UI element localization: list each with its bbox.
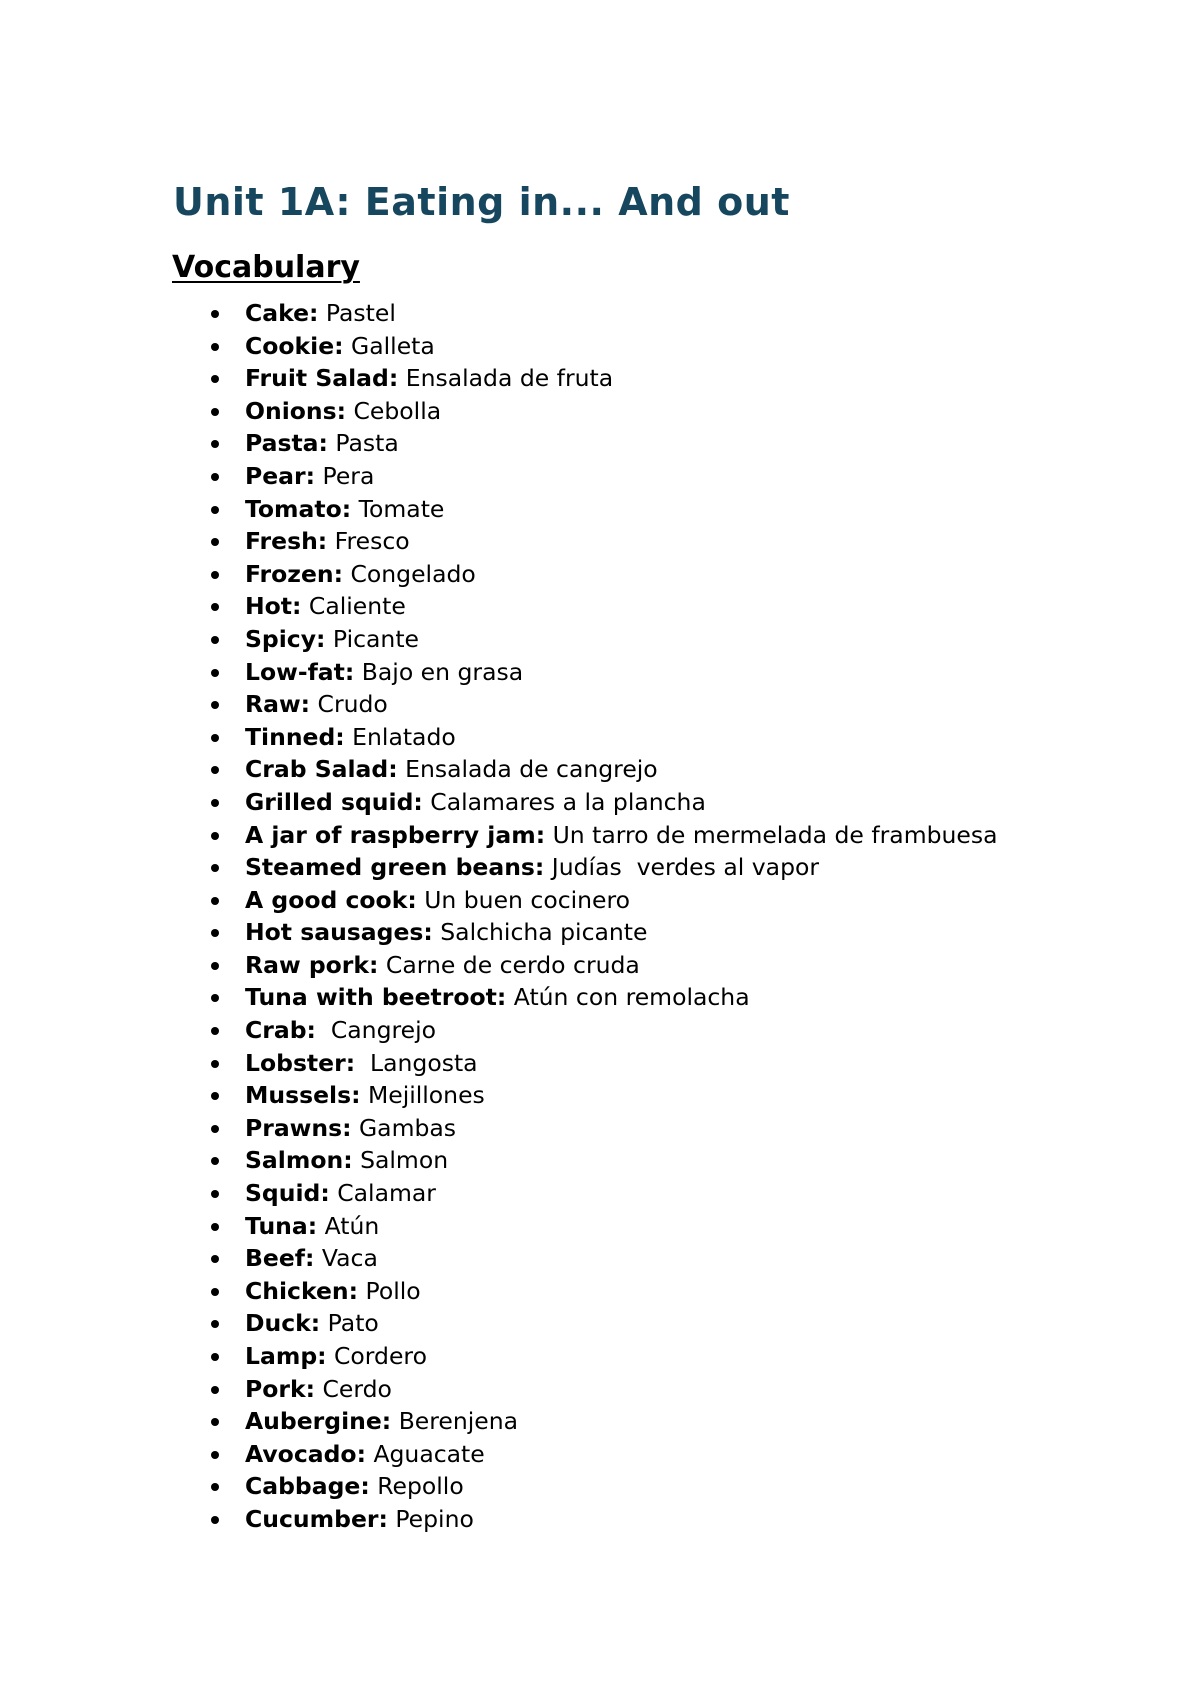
- list-item: [0, 1275, 1200, 1308]
- vocab-term: A good cook:: [245, 885, 417, 914]
- vocab-term: Pork:: [245, 1374, 315, 1403]
- bullet-icon: [211, 343, 219, 351]
- vocab-translation: Crudo: [310, 690, 388, 719]
- bullet-icon: [211, 1288, 219, 1296]
- vocab-translation: Salmon: [352, 1146, 449, 1175]
- bullet-icon: [211, 603, 219, 611]
- vocab-translation: Aguacate: [365, 1439, 485, 1468]
- bullet-icon: [211, 1320, 219, 1328]
- bullet-icon: [211, 440, 219, 448]
- list-item: [0, 1144, 1200, 1177]
- list-item: [0, 1047, 1200, 1080]
- list-item: [0, 721, 1200, 754]
- list-item: [0, 362, 1200, 395]
- list-item: [0, 558, 1200, 591]
- list-item: [0, 1014, 1200, 1047]
- vocab-term: Squid:: [245, 1179, 330, 1208]
- bullet-icon: [211, 929, 219, 937]
- vocab-term: Grilled squid:: [245, 787, 423, 816]
- list-item: [0, 297, 1200, 330]
- list-item: [0, 1177, 1200, 1210]
- bullet-icon: [211, 734, 219, 742]
- list-item: [0, 884, 1200, 917]
- vocab-translation: Cordero: [326, 1342, 427, 1370]
- vocab-translation: Atún: [317, 1211, 380, 1240]
- vocab-translation: Gambas: [351, 1113, 457, 1142]
- bullet-icon: [211, 1386, 219, 1394]
- list-item: [0, 1210, 1200, 1243]
- vocab-term: Steamed green beans:: [245, 853, 545, 882]
- vocab-term: Onions:: [245, 396, 347, 425]
- list-item: [0, 590, 1200, 623]
- list-item: [0, 786, 1200, 819]
- bullet-icon: [211, 669, 219, 677]
- vocab-translation: Pasta: [327, 429, 399, 458]
- vocab-translation: Pepino: [387, 1504, 474, 1533]
- bullet-icon: [211, 1092, 219, 1100]
- vocab-translation: Pato: [320, 1309, 379, 1338]
- bullet-icon: [211, 962, 219, 970]
- vocab-term: Raw:: [245, 690, 311, 719]
- vocab-term: Crab Salad:: [245, 755, 398, 784]
- vocab-term: Beef:: [245, 1244, 315, 1273]
- vocab-translation: Pera: [315, 461, 375, 490]
- bullet-icon: [211, 1451, 219, 1459]
- vocab-translation: Berenjena: [391, 1407, 519, 1436]
- bullet-icon: [211, 1255, 219, 1263]
- bullet-icon: [211, 864, 219, 872]
- bullet-icon: [211, 994, 219, 1002]
- list-item: [0, 1470, 1200, 1503]
- vocab-term: Mussels:: [245, 1081, 361, 1110]
- vocab-translation: Un tarro de mermelada de frambuesa: [545, 820, 998, 849]
- bullet-icon: [211, 636, 219, 644]
- vocab-translation: Vaca: [314, 1244, 378, 1273]
- list-item: [0, 395, 1200, 428]
- vocabulary-list: [0, 297, 1200, 1536]
- bullet-icon: [211, 506, 219, 514]
- vocab-term: Fruit Salad:: [245, 364, 399, 393]
- vocab-term: Frozen:: [245, 559, 344, 588]
- vocab-term: Cabbage:: [245, 1472, 370, 1501]
- bullet-icon: [211, 1223, 219, 1231]
- list-item: [0, 623, 1200, 656]
- vocab-translation: Langosta: [355, 1048, 478, 1077]
- bullet-icon: [211, 766, 219, 774]
- bullet-icon: [211, 1418, 219, 1426]
- list-item: [0, 949, 1200, 982]
- bullet-icon: [211, 1157, 219, 1165]
- bullet-icon: [211, 1483, 219, 1491]
- vocab-translation: Cangrejo: [315, 1016, 436, 1045]
- bullet-icon: [211, 1353, 219, 1361]
- list-item: [0, 1405, 1200, 1438]
- bullet-icon: [211, 538, 219, 546]
- vocab-translation: Tomate: [351, 494, 445, 523]
- vocab-term: Tuna with beetroot:: [245, 983, 507, 1012]
- bullet-icon: [211, 897, 219, 905]
- bullet-icon: [211, 375, 219, 383]
- vocab-translation: Congelado: [343, 559, 476, 588]
- vocab-term: Cake:: [245, 299, 319, 327]
- bullet-icon: [211, 701, 219, 709]
- vocab-term: Tuna:: [245, 1211, 318, 1240]
- vocab-translation: Salchicha picante: [432, 918, 648, 947]
- vocab-term: Lamp:: [245, 1342, 327, 1370]
- vocab-term: Crab:: [245, 1016, 316, 1045]
- vocab-term: Low-fat:: [245, 657, 355, 686]
- vocab-term: Aubergine:: [245, 1407, 392, 1436]
- vocab-term: Cookie:: [245, 331, 344, 360]
- bullet-icon: [211, 571, 219, 579]
- vocab-term: Tinned:: [245, 722, 345, 751]
- vocab-translation: Atún con remolacha: [506, 983, 750, 1012]
- vocab-translation: Galleta: [343, 331, 435, 360]
- list-item: [0, 851, 1200, 884]
- list-item: [0, 460, 1200, 493]
- vocab-term: Lobster:: [245, 1048, 356, 1077]
- vocab-term: Duck:: [245, 1309, 321, 1338]
- vocab-translation: Picante: [325, 624, 419, 653]
- bullet-icon: [211, 310, 219, 318]
- bullet-icon: [211, 1190, 219, 1198]
- vocab-translation: Pollo: [358, 1276, 421, 1305]
- list-item: [0, 688, 1200, 721]
- vocab-translation: Calamar: [329, 1179, 436, 1208]
- list-item: [0, 1307, 1200, 1340]
- list-item: [0, 819, 1200, 852]
- page-title: Unit 1A: Eating in... And out: [173, 180, 790, 224]
- vocab-term: Prawns:: [245, 1113, 352, 1142]
- vocab-translation: Judías verdes al vapor: [544, 853, 820, 882]
- bullet-icon: [211, 1516, 219, 1524]
- list-item: [0, 427, 1200, 460]
- vocab-term: Avocado:: [245, 1439, 366, 1468]
- vocab-term: Pear:: [245, 461, 316, 490]
- bullet-icon: [211, 473, 219, 481]
- vocab-translation: Caliente: [301, 592, 406, 621]
- vocab-translation: Bajo en grasa: [354, 657, 524, 686]
- vocab-term: Chicken:: [245, 1276, 359, 1305]
- list-item: [0, 753, 1200, 786]
- list-item: [0, 1373, 1200, 1406]
- list-item: [0, 916, 1200, 949]
- list-item: [0, 493, 1200, 526]
- vocab-term: Fresh:: [245, 527, 328, 556]
- vocab-translation: Calamares a la plancha: [422, 787, 706, 816]
- list-item: [0, 1438, 1200, 1471]
- section-heading-vocabulary: Vocabulary: [172, 250, 360, 285]
- vocab-translation: Mejillones: [360, 1081, 485, 1110]
- vocab-term: Spicy:: [245, 624, 326, 653]
- vocab-term: Salmon:: [245, 1146, 353, 1175]
- bullet-icon: [211, 1060, 219, 1068]
- list-item: [0, 656, 1200, 689]
- list-item: [0, 1079, 1200, 1112]
- vocab-translation: Cebolla: [346, 396, 442, 425]
- list-item: [0, 1503, 1200, 1536]
- list-item: [0, 330, 1200, 363]
- vocab-term: Cucumber:: [245, 1504, 388, 1533]
- list-item: [0, 1242, 1200, 1275]
- bullet-icon: [211, 408, 219, 416]
- bullet-icon: [211, 832, 219, 840]
- vocab-translation: Enlatado: [344, 722, 456, 751]
- list-item: [0, 1112, 1200, 1145]
- list-item: [0, 981, 1200, 1014]
- bullet-icon: [211, 1125, 219, 1133]
- vocab-term: Hot sausages:: [245, 918, 433, 947]
- bullet-icon: [211, 1027, 219, 1035]
- vocab-translation: Pastel: [318, 299, 396, 327]
- list-item: [0, 525, 1200, 558]
- list-item: [0, 1340, 1200, 1373]
- vocab-translation: Ensalada de fruta: [398, 364, 614, 393]
- vocab-translation: Ensalada de cangrejo: [397, 755, 658, 784]
- vocab-translation: Carne de cerdo cruda: [378, 950, 640, 979]
- vocab-translation: Fresco: [327, 527, 410, 556]
- bullet-icon: [211, 799, 219, 807]
- vocab-term: A jar of raspberry jam:: [245, 820, 546, 849]
- vocab-term: Pasta:: [245, 429, 328, 458]
- vocab-translation: Cerdo: [314, 1374, 392, 1403]
- vocab-term: Hot:: [245, 592, 302, 621]
- vocab-translation: Repollo: [369, 1472, 464, 1501]
- vocab-translation: Un buen cocinero: [416, 885, 631, 914]
- vocab-term: Raw pork:: [245, 950, 379, 979]
- vocab-term: Tomato:: [245, 494, 352, 523]
